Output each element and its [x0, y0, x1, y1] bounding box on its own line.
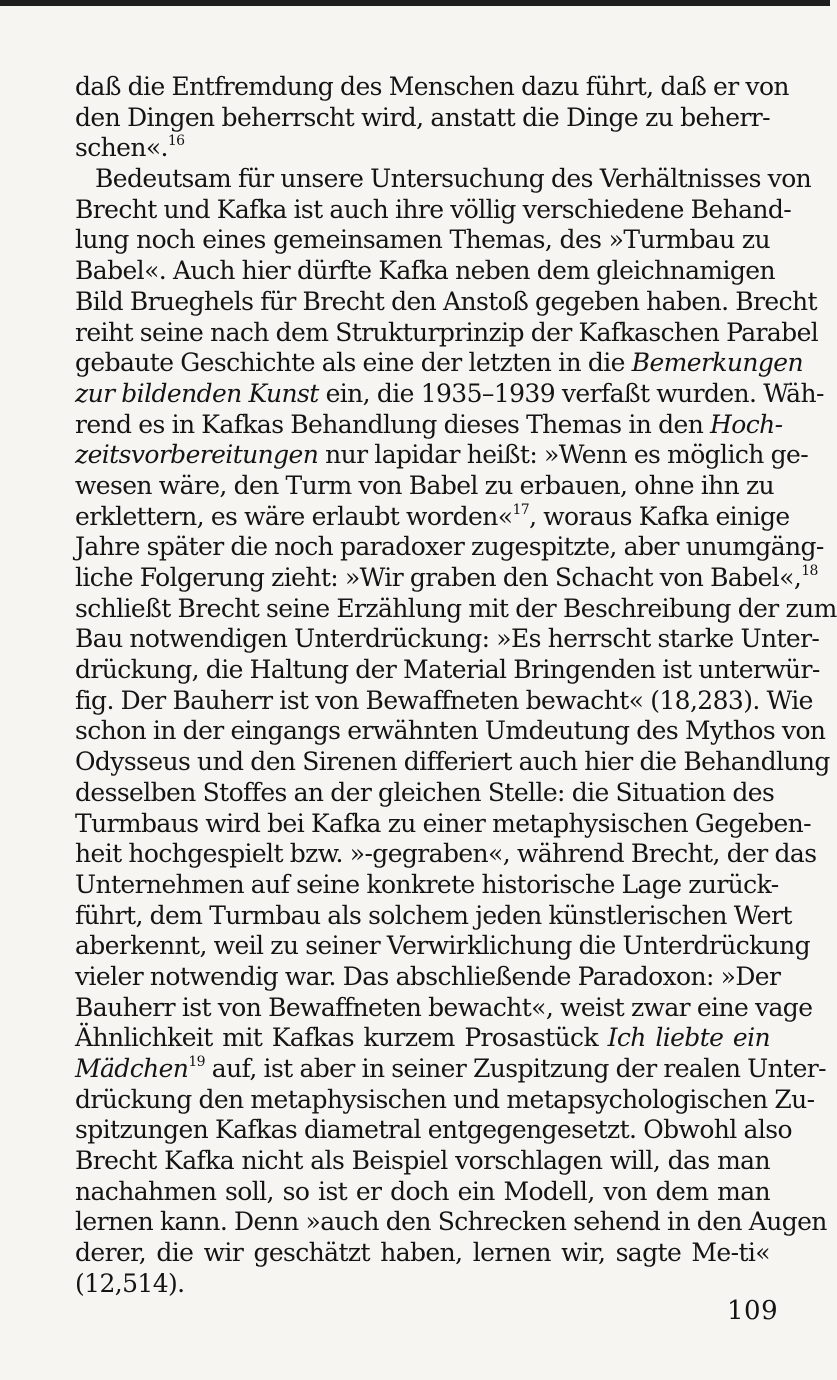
text-line: Brecht und Kafka ist auch ihre völlig verschiedene Behand-	[75, 194, 792, 224]
text-line: Bauherr ist von Bewaffneten bewacht«, weist zwar eine vage	[75, 992, 813, 1022]
text-line: aberkennt, weil zu seiner Verwirklichung die Unterdrückung	[75, 931, 811, 961]
text-line: führt, dem Turmbau als solchem jeden künstlerischen Wert	[75, 900, 792, 930]
italic-title: Bemerkungen	[631, 348, 803, 378]
text-line: fig. Der Bauherr ist von Bewaffneten bewacht« (18,283). Wie	[75, 685, 813, 715]
text-line: Turmbaus wird bei Kafka zu einer metaphysischen Gegeben-	[75, 808, 811, 838]
footnote-ref-18: 18	[801, 563, 818, 579]
text-line: drückung den metaphysischen und metapsychologischen Zu-	[75, 1084, 815, 1114]
text-line: Odysseus und den Sirenen differiert auch hier die Behandlung	[75, 747, 830, 777]
text-line: den Dingen beherrscht wird, anstatt die Dinge zu beherr-	[75, 102, 770, 132]
text-line: schon in der eingangs erwähnten Umdeutung des Mythos von	[75, 716, 826, 746]
paragraph-start-line: Bedeutsam für unsere Untersuchung des Verhältnisses von	[95, 164, 812, 194]
italic-title: zur bildenden Kunst	[75, 378, 319, 408]
text-line: drückung, die Haltung der Material Bringenden ist unterwür-	[75, 655, 820, 685]
text-line: wesen wäre, den Turm von Babel zu erbauen, ohne ihn zu	[75, 470, 775, 500]
text-line: rend es in Kafkas Behandlung dieses Themas in den Hoch-	[75, 409, 783, 439]
body-text	[75, 72, 837, 1300]
text-line: Jahre später die noch paradoxer zugespitzte, aber unumgäng-	[75, 532, 824, 562]
italic-title: Mädchen	[75, 1054, 189, 1083]
text-line: nachahmen soll, so ist er doch ein Modell, von dem man	[75, 1176, 770, 1206]
text-line: liche Folgerung zieht: »Wir graben den Schacht von Babel«,$^{18}$	[75, 563, 818, 592]
text-line: Mädchen$^{19}$ auf, ist aber in seiner Zuspitzung der realen Unter-	[75, 1054, 826, 1083]
footnote-ref-17: 17	[512, 501, 530, 518]
italic-title: zeitsvorbereitungen	[75, 440, 319, 470]
top-edge-shadow	[0, 0, 830, 6]
text-line: lung noch eines gemeinsamen Themas, des »Turmbau zu	[75, 225, 770, 255]
text-line: zeitsvorbereitungen nur lapidar heißt: »Wenn es möglich ge-	[75, 440, 809, 470]
text-line: schen«.$^{16}$	[75, 133, 185, 163]
text-line: erklettern, es wäre erlaubt worden«$^{17}$, woraus Kafka einige	[75, 501, 790, 531]
italic-title: Ich liebte ein	[607, 1023, 771, 1053]
text-line: vieler notwendig war. Das abschließende Paradoxon: »Der	[75, 961, 781, 991]
text-line: heit hochgespielt bzw. »-gegraben«, während Brecht, der das	[75, 839, 817, 869]
text-line: reiht seine nach dem Strukturprinzip der Kafkaschen Parabel	[75, 317, 819, 347]
text-line: (12,514).	[75, 1268, 185, 1298]
footnote-ref-19: 19	[188, 1054, 205, 1070]
italic-title: Hoch-	[710, 409, 783, 439]
text-line: zur bildenden Kunst ein, die 1935–1939 verfaßt wurden. Wäh-	[75, 378, 824, 408]
text-line: schließt Brecht seine Erzählung mit der Beschreibung der zum	[75, 593, 837, 623]
text-line: Babel«. Auch hier dürfte Kafka neben dem gleichnamigen	[75, 256, 775, 286]
footnote-ref-16: 16	[167, 133, 185, 150]
text-line: spitzungen Kafkas diametral entgegengesetzt. Obwohl also	[75, 1115, 792, 1145]
text-line: Brecht Kafka nicht als Beispiel vorschlagen will, das man	[75, 1146, 770, 1176]
text-line: desselben Stoffes an der gleichen Stelle: die Situation des	[75, 777, 775, 807]
text-line: Bau notwendigen Unterdrückung: »Es herrscht starke Unter-	[75, 624, 820, 654]
text-line: derer, die wir geschätzt haben, lernen wir, sagte Me-ti«	[75, 1238, 770, 1268]
text-line: Bild Brueghels für Brecht den Anstoß gegeben haben. Brecht	[75, 286, 817, 316]
text-line: lernen kann. Denn »auch den Schrecken sehend in den Augen	[75, 1207, 827, 1237]
text-line: daß die Entfremdung des Menschen dazu führt, daß er von	[75, 72, 789, 101]
text-line: Unternehmen auf seine konkrete historische Lage zurück-	[75, 869, 779, 899]
text-line: gebaute Geschichte als eine der letzten in die Bemerkungen	[75, 348, 803, 378]
page-number: 109	[727, 1296, 779, 1326]
text-line: Ähnlichkeit mit Kafkas kurzem Prosastück Ich liebte ein	[75, 1023, 771, 1053]
